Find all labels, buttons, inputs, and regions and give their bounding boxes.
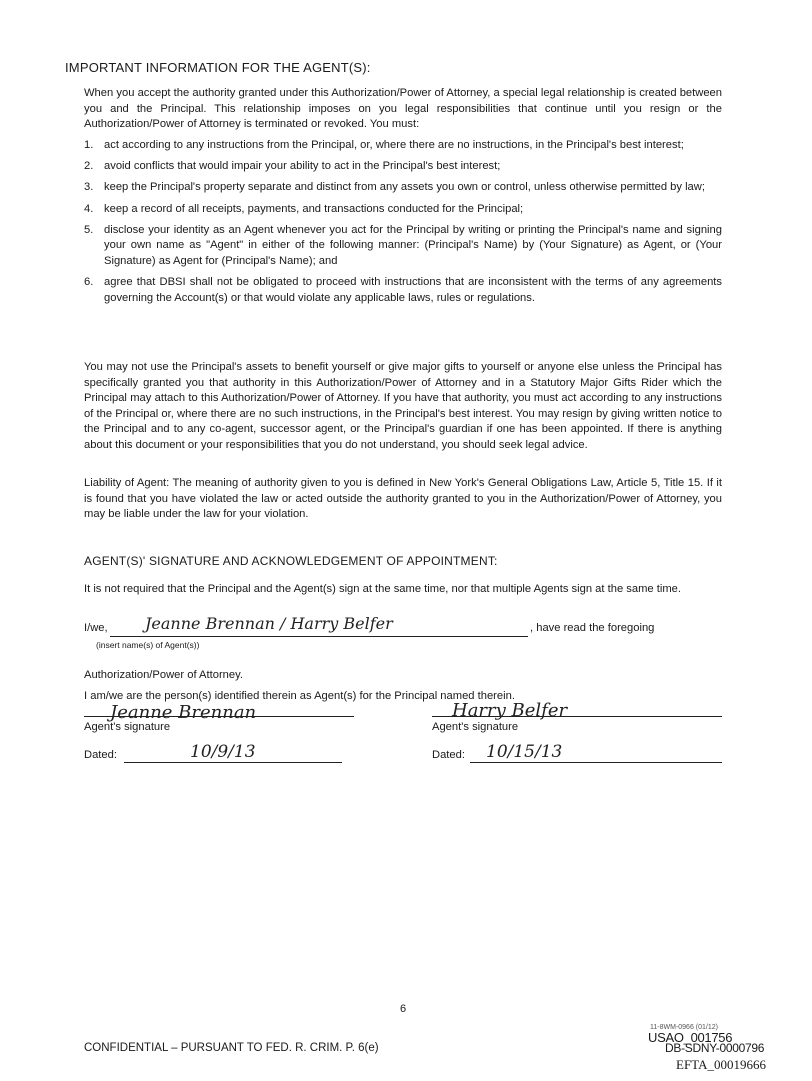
dated2-label: Dated: [432, 749, 465, 761]
form-code: 11-8WM-0966 (01/12) [650, 1024, 718, 1031]
identified-line: I am/we are the person(s) identified therein as Agent(s) for the Principal named therein. [84, 690, 515, 702]
agent2-signature-label: Agent's signature [432, 721, 519, 733]
dated2-line [470, 762, 722, 763]
have-read-text: , have read the foregoing [530, 622, 655, 634]
dated1-line [124, 762, 342, 763]
list-item: 1. act according to any instructions from the Principal, or, where there are no instructions, in the Principal's best interest; [84, 139, 684, 151]
confidential-notice: CONFIDENTIAL – PURSUANT TO FED. R. CRIM. P. 6(e) [84, 1042, 379, 1054]
bates-number-db: DB-SDNY-0000796 [665, 1041, 765, 1055]
list-item: 2. avoid conflicts that would impair your ability to act in the Principal's best interest; [84, 160, 501, 173]
agent2-signature-line [432, 716, 722, 717]
list-item: 3. keep the Principal's property separate and distinct from any assets you own or control, unless otherwise permitted by law; [84, 181, 705, 194]
insert-names-caption: (insert name(s) of Agent(s)) [96, 640, 200, 650]
gifts-paragraph: You may not use the Principal's assets to benefit yourself or give major gifts to yourself or anyone else unless the Principal has specifically granted you that authority in this Authorization/Power of Attorney and in a Statutory Major Gifts Rider which the Principal may attach to this Authorization/Power of Attorney. If you have that authority, you must act according to any instructions of the Principal or, where there are no such instructions, in the Principal's best interest. You may resign by giving written notice to the Principal and to any co-agent, successor agent, or the Principal's guardian if one has been appointed. If there is anything about this document or your responsibilities that you do not understand, you should seek legal advice. [84, 361, 722, 451]
iwe-label: I/we, [84, 622, 108, 634]
agent2-signature-handwritten: Harry Belfer [452, 700, 568, 721]
dated2-value: 10/15/13 [486, 742, 563, 762]
duties-list [84, 138, 722, 312]
list-item: 4. keep a record of all receipts, payments, and transactions conducted for the Principal; [84, 202, 524, 215]
section-heading-signature: AGENT(S)' SIGNATURE AND ACKNOWLEDGEMENT OF APPOINTMENT: [84, 554, 498, 568]
efta-number: EFTA_00019666 [676, 1057, 766, 1072]
intro-paragraph: When you accept the authority granted under this Authorization/Power of Attorney, a special legal relationship is created between you and the Principal. This relationship imposes on you legal responsibilities that continue until you resign or the Authorization/Power of Attorney is terminated or revoked. You must: [84, 87, 722, 131]
agent1-signature-label: Agent's signature [84, 721, 171, 733]
agent-names-handwritten: Jeanne Brennan / Harry Belfer [145, 614, 393, 633]
signature-note: It is not required that the Principal and the Agent(s) sign at the same time, nor that multiple Agents sign at the same time. [84, 583, 681, 595]
agent-names-line [110, 636, 528, 637]
page-number: 6 [400, 1003, 407, 1015]
agent1-signature-handwritten: Jeanne Brennan [110, 702, 257, 723]
liability-paragraph: Liability of Agent: The meaning of authority given to you is defined in New York's General Obligations Law, Article 5, Title 15. If it is found that you have violated the law or acted outside the authority granted to you in the Authorization/Power of Attorney, you may be liable under the law for your violation. [84, 477, 722, 521]
agent1-signature-line [84, 716, 354, 717]
dated1-value: 10/9/13 [190, 742, 256, 762]
list-item: 5. disclose your identity as an Agent whenever you act for the Principal by writing or printing the Principal's name and signing your own name as "Agent" in either of the following manner: (Principal's Name) by (Your Signature) as Agent, or (Your Signature) as Agent for (Principal's Name); and [84, 223, 722, 267]
section-heading-agent-info: IMPORTANT INFORMATION FOR THE AGENT(S): [65, 60, 371, 75]
list-item: 6. agree that DBSI shall not be obligated to proceed with instructions that are inconsistent with the terms of any agreements governing the Account(s) or that would violate any applicable laws, rules or regulations. [84, 276, 722, 304]
auth-line: Authorization/Power of Attorney. [84, 669, 243, 681]
bates-number-usao: USAO_001756 [648, 1030, 733, 1045]
dated1-label: Dated: [84, 749, 117, 761]
